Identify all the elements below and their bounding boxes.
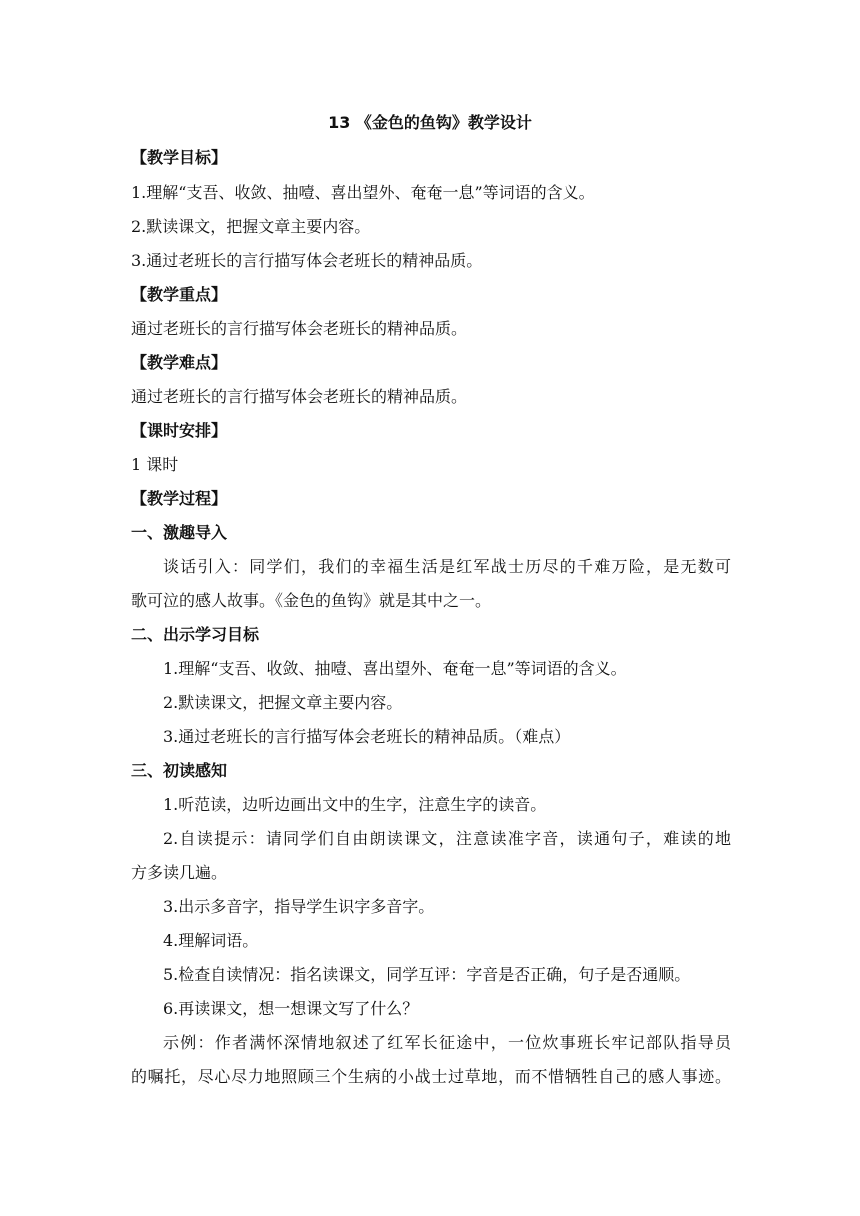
goal-item: 1.理解“支吾、收敛、抽噎、喜出望外、奄奄一息”等词语的含义。	[131, 183, 595, 202]
part3-item: 5.检查自读情况：指名读课文，同学互评：字音是否正确，句子是否通顺。	[163, 965, 691, 984]
part1-paragraph-line: 歌可泣的感人故事。《金色的鱼钩》就是其中之一。	[131, 591, 492, 610]
example-paragraph-line: 的嘱托，尽心尽力地照顾三个生病的小战士过草地，而不惜牺牲自己的感人事迹。	[131, 1067, 731, 1086]
process-heading: 【教学过程】	[131, 489, 228, 508]
page-title: 13 《金色的鱼钩》教学设计	[328, 113, 532, 132]
part2-item: 1.理解“支吾、收敛、抽噎、喜出望外、奄奄一息”等词语的含义。	[163, 659, 627, 678]
part2-heading: 二、出示学习目标	[131, 625, 260, 644]
difficulty-text: 通过老班长的言行描写体会老班长的精神品质。	[131, 387, 468, 406]
key-text: 通过老班长的言行描写体会老班长的精神品质。	[131, 319, 468, 338]
part3-item: 2.自读提示：请同学们自由朗读课文，注意读准字音，读通句子，难读的地	[163, 829, 731, 848]
part3-item: 4.理解词语。	[163, 931, 259, 950]
part2-item: 2.默读课文，把握文章主要内容。	[163, 693, 403, 712]
part3-item: 3.出示多音字，指导学生识字多音字。	[163, 897, 435, 916]
goal-item: 3.通过老班长的言行描写体会老班长的精神品质。	[131, 251, 483, 270]
part3-item: 1.听范读，边听边画出文中的生字，注意生字的读音。	[163, 795, 547, 814]
part2-item: 3.通过老班长的言行描写体会老班长的精神品质。（难点）	[163, 727, 571, 746]
goal-item: 2.默读课文，把握文章主要内容。	[131, 217, 371, 236]
example-paragraph-line: 示例：作者满怀深情地叙述了红军长征途中，一位炊事班长牢记部队指导员	[163, 1033, 731, 1052]
difficulty-heading: 【教学难点】	[131, 353, 228, 372]
schedule-heading: 【课时安排】	[131, 421, 228, 440]
part1-paragraph-line: 谈话引入：同学们，我们的幸福生活是红军战士历尽的千难万险，是无数可	[163, 557, 731, 576]
key-heading: 【教学重点】	[131, 285, 228, 304]
part1-heading: 一、激趣导入	[131, 523, 228, 542]
part3-heading: 三、初读感知	[131, 761, 228, 780]
part3-item: 6.再读课文，想一想课文写了什么？	[163, 999, 419, 1018]
goals-heading: 【教学目标】	[131, 148, 228, 167]
part3-item-continuation: 方多读几遍。	[131, 863, 228, 882]
schedule-text: 1 课时	[131, 455, 179, 474]
